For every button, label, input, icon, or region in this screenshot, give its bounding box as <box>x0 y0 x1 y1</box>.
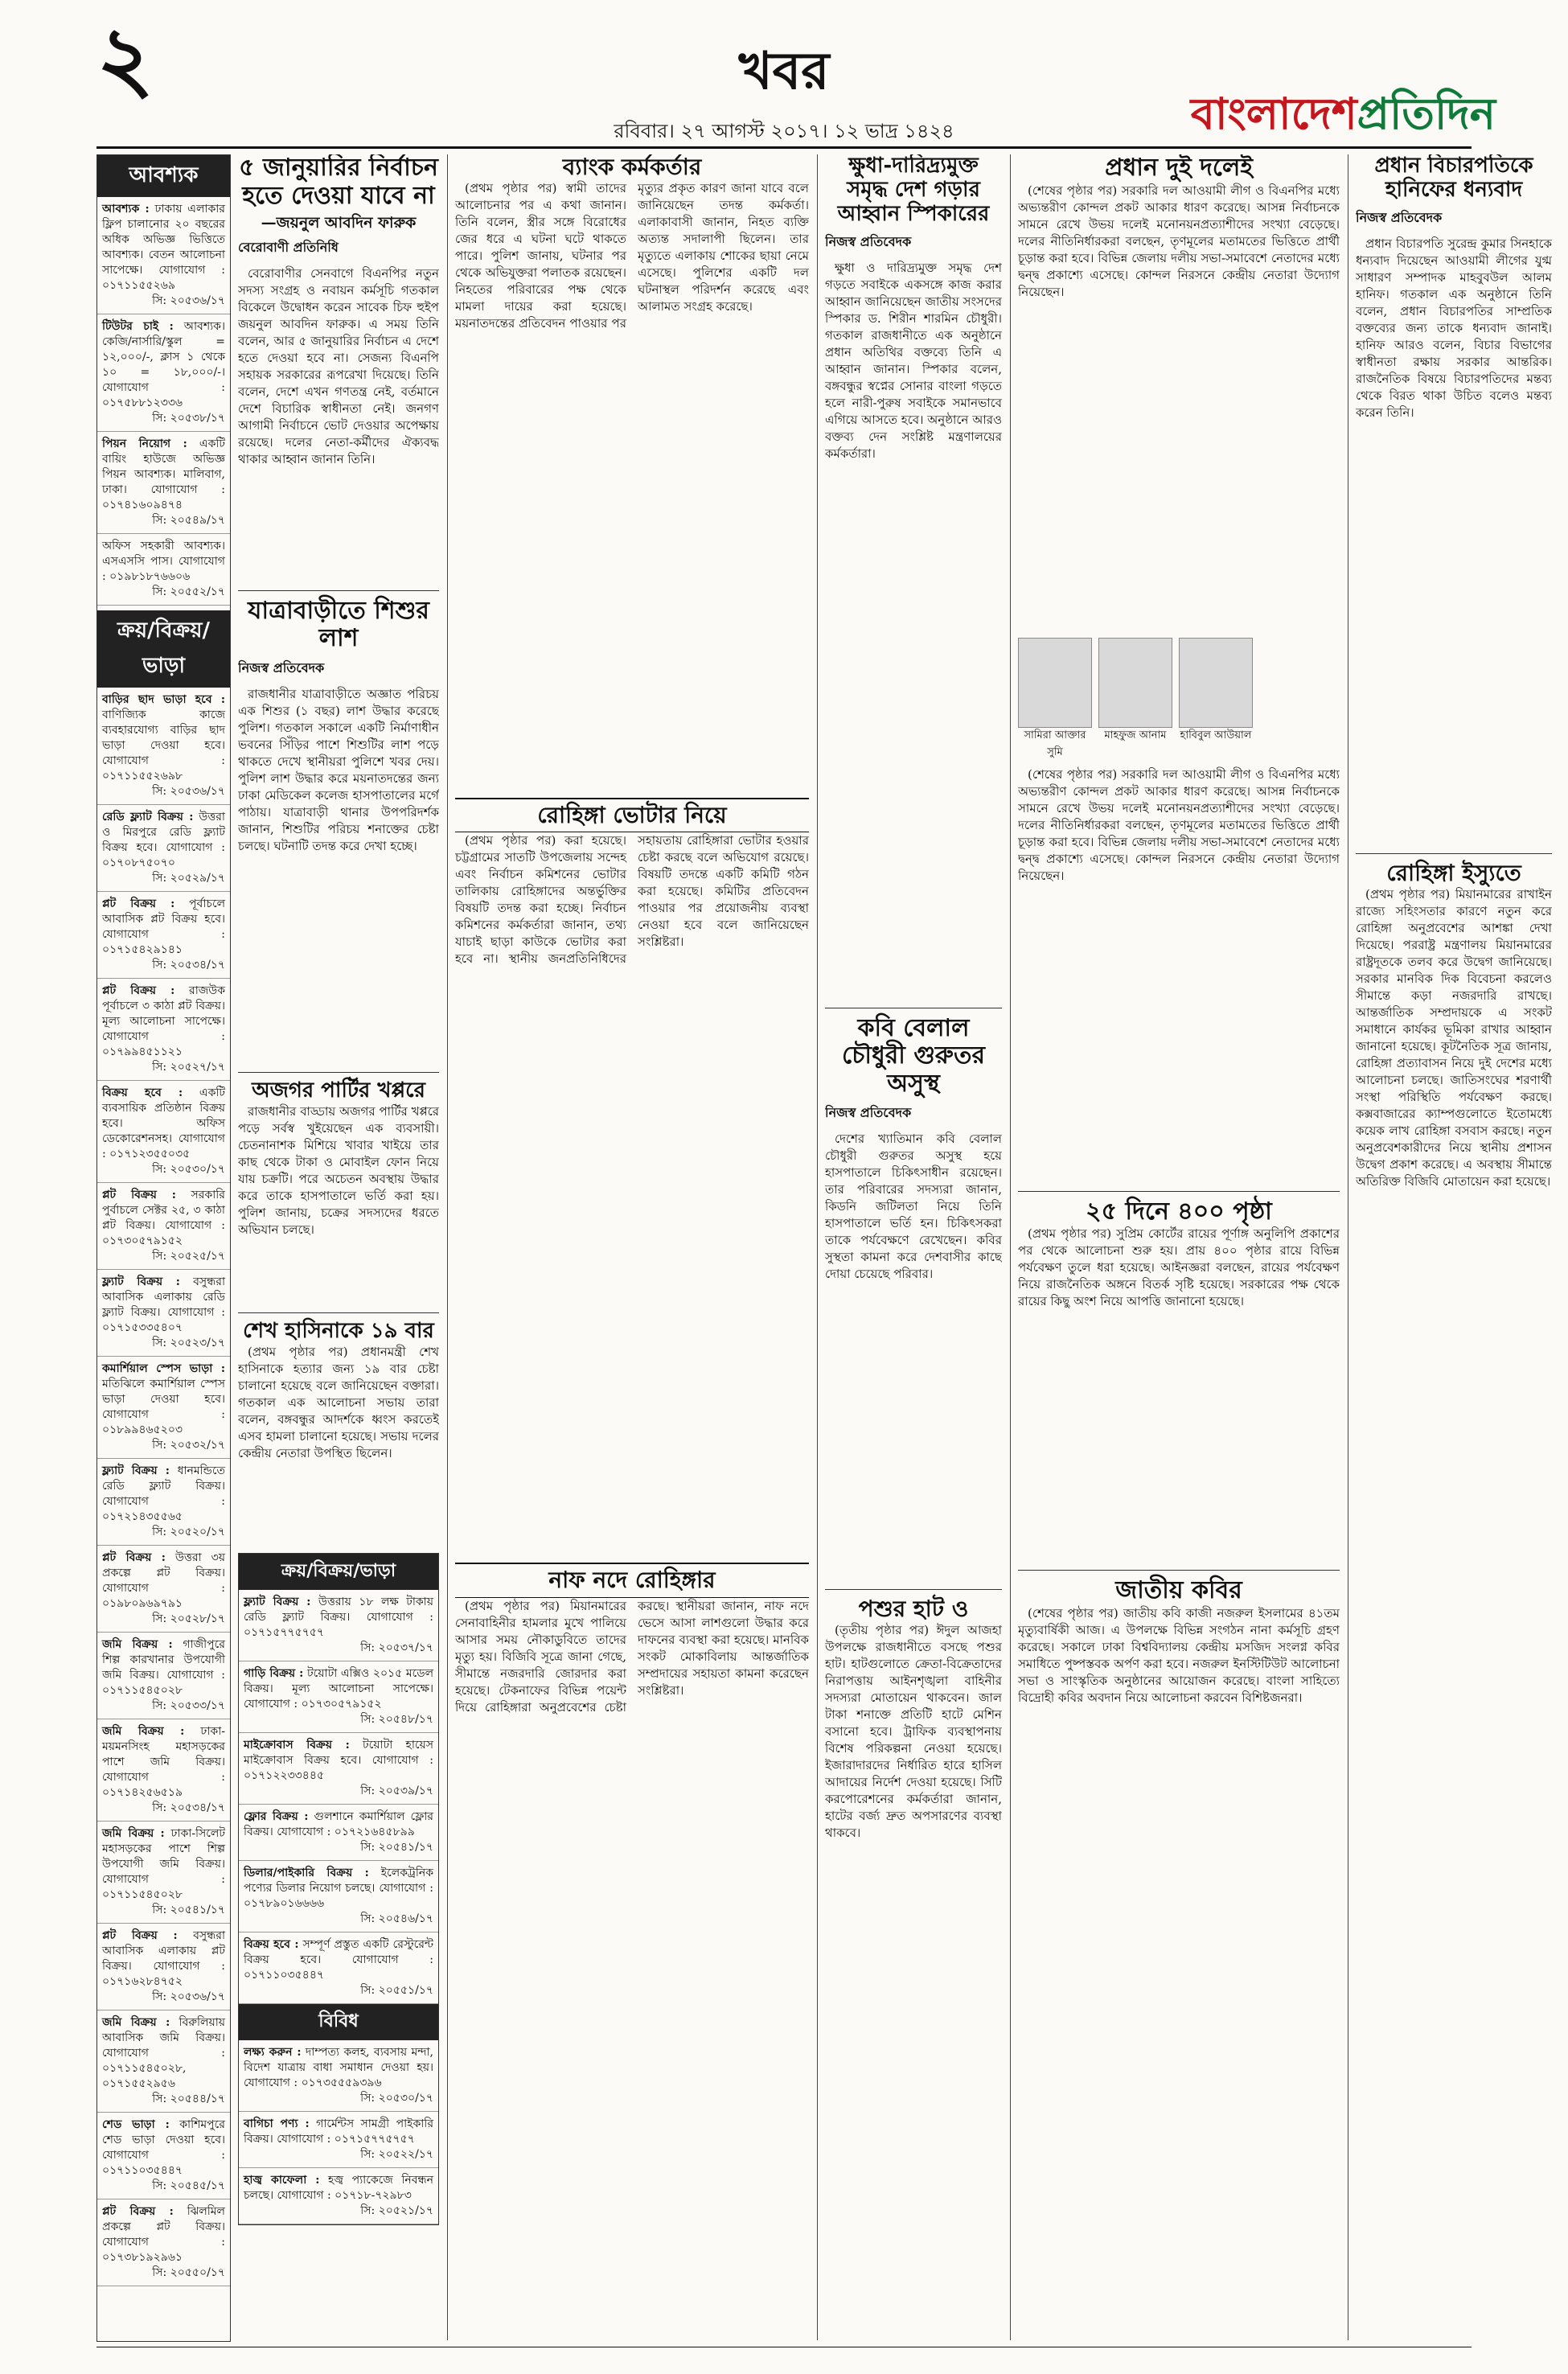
classified-ad <box>97 1633 230 1719</box>
body-jatrabari: রাজধানীর যাত্রাবাড়ীতে অজ্ঞাত পরিচয় এক শিশুর (১ বছর) লাশ উদ্ধার করেছে পুলিশ। গতকাল সকালে একটি নির্মাণাধীন ভবনের সিঁড়ির পাশে শিশুটির লাশ পড়ে থাকতে দেখে স্থানীয়রা পুলিশে খবর দেয়। পুলিশ লাশ উদ্ধার করে ময়নাতদন্তের জন্য ঢাকা মেডিকেল কলেজ হাসপাতালের মর্গে পাঠায়। যাত্রাবাড়ী থানার উপপরিদর্শক জানান, শিশুটির পরিচয় শনাক্তের চেষ্টা চলছে। ঘটনাটি তদন্ত করে দেখা হচ্ছে। <box>238 686 439 853</box>
column-8 <box>1356 154 1552 2340</box>
misc-other-list <box>239 2040 438 2224</box>
portrait-photo <box>1098 638 1172 728</box>
classified-ad-text: টয়োটা এক্সিও ২০১৫ মডেল বিক্রয়। মূল্য আলোচনা সাপেক্ষে। যোগাযোগ : ০১৭৩০৫৭৯১৫২ <box>244 1666 434 1711</box>
column-5 <box>825 154 1002 2340</box>
classified-ad <box>97 1270 230 1357</box>
classified-ad-text: কাশিমপুরে শেড ভাড়া দেওয়া হবে। যোগাযোগ : ০১৭১১০৩৫৪৪৭ <box>102 2118 226 2177</box>
body-cattle: (তৃতীয় পৃষ্ঠার পর) ঈদুল আজহা উপলক্ষে রাজধানীতে বসছে পশুর হাট। হাটগুলোতে ক্রেতা-বিক্রেতাদের নিরাপত্তায় আইনশৃঙ্খলা বাহিনীর সদস্যরা মোতায়েন থাকবেন। জাল টাকা শনাক্তে প্রতিটি হাটে মেশিন বসানো হবে। ট্রাফিক ব্যবস্থাপনায় বিশেষ পরিকল্পনা নেওয়া হয়েছে। ইজারাদারদের নির্ধারিত হারে হাসিল আদায়ের নির্দেশ দেওয়া হয়েছে। সিটি করপোরেশনের কর্মকর্তারা জানান, হাটের বর্জ্য দ্রুত অপসারণের ব্যবস্থা থাকবে। <box>825 1623 1002 1841</box>
classified-ad-heading: পিয়ন নিয়োগ : <box>102 437 187 450</box>
classified-ad-ref: সি: ২০৫৩০/১৭ <box>360 2091 433 2105</box>
classified-ad <box>97 2199 230 2286</box>
classified-ad <box>239 1733 438 1805</box>
classified-ad-heading: ফ্ল্যাট বিক্রয় : <box>102 1464 170 1477</box>
classified-ad-ref: সি: ২০৫২৫/১৭ <box>152 1250 225 1263</box>
classified-ad <box>239 2040 438 2112</box>
classified-ad-text: পূর্বাচলে আবাসিক প্লট বিক্রয় হবে। যোগাযোগ : ০১৭১৫৪২৯১৪১ <box>102 897 226 956</box>
section-title: খবর <box>738 41 830 101</box>
classified-ad-ref: সি: ২০৫৪১/১৭ <box>152 1904 225 1916</box>
classified-ad-text: সম্পূর্ণ প্রস্তুত একটি রেস্টুরেন্ট বিক্রয় হবে। যোগাযোগ : ০১৭১১০৩৫৪৪৭ <box>244 1937 433 1982</box>
classified-ad-ref: সি: ২০৫২২/১৭ <box>360 2147 433 2161</box>
headline-national-poet: জাতীয় কবির <box>1018 1570 1340 1605</box>
newspaper-logo: বাংলাদেশপ্রতিদিন <box>1190 88 1496 139</box>
body-election: বেরোবাণীর সেনবাগে বিএনপির নতুন সদস্য সংগ্রহ ও নবায়ন কর্মসূচি গতকাল বিকেলে উদ্বোধন করেন সাবেক চিফ হুইপ জয়নুল আবদিন ফারুক। এ সময় তিনি বলেন, আর ৫ জানুয়ারির নির্বাচন এ দেশে হতে দেওয়া হবে না। সেজন্য বিএনপি সহায়ক সরকারের রূপরেখা দিয়েছে। তিনি বলেন, দেশে এখন গণতন্ত্র নেই, বর্তমানে দেশে বিচারিক স্বাধীনতা নেই। জনগণ আগামী নির্বাচনে ভোট দেওয়ার অপেক্ষায় রয়েছে। দলের নেতা-কর্মীদের ঐক্যবদ্ধ থাকার আহ্বান জানান তিনি। <box>238 265 439 466</box>
page-number: ২ <box>96 6 154 110</box>
classified-ad <box>97 979 230 1081</box>
classified-ad-ref: সি: ২০৫২০/১৭ <box>152 1526 225 1538</box>
headline-ajgar: অজগর পার্টির খপ্পরে <box>238 1072 439 1103</box>
classified-ad-text: উত্তরা ৩য় প্রকল্পে প্লট বিক্রয়। যোগাযোগ : ০১৯৮০৯৬৯৭৯১ <box>102 1551 226 1610</box>
classified-ad-heading: প্লট বিক্রয় : <box>102 984 175 997</box>
photo-block <box>1179 638 1253 762</box>
classified-ad-ref: সি: ২০৫৩০/১৭ <box>152 1163 225 1176</box>
classified-ad-ref: সি: ২০৫৩৬/১৭ <box>152 294 225 307</box>
classified-ad-ref: সি: ২০৫৩৮/১৭ <box>152 412 225 425</box>
classified-ad-heading: শেড ভাড়া : <box>102 2118 170 2131</box>
classified-ad-ref: সি: ২০৫২১/১৭ <box>360 2204 433 2217</box>
classified-ad-ref: সি: ২০৫৩৪/১৭ <box>152 959 225 971</box>
body-speaker: ক্ষুধা ও দারিদ্র্যমুক্ত সমৃদ্ধ দেশ গড়তে সবাইকে একসঙ্গে কাজ করার আহ্বান জানিয়েছেন জাতীয় সংসদের স্পিকার ড. শিরীন শারমিন চৌধুরী। গতকাল রাজধানীতে এক অনুষ্ঠানে প্রধান অতিথির বক্তব্যে তিনি এ আহ্বান জানান। স্পিকার বলেন, বঙ্গবন্ধুর স্বপ্নের সোনার বাংলা গড়তে হলে নারী-পুরুষ সবাইকে সমানভাবে এগিয়ে আসতে হবে। অনুষ্ঠানে আরও বক্তব্য দেন সংশ্লিষ্ট মন্ত্রণালয়ের কর্মকর্তারা। <box>825 260 1002 461</box>
classified-ad <box>239 1805 438 1861</box>
portrait-photo <box>1179 638 1253 728</box>
classified-ad-ref: সি: ২০৫৫২/১৭ <box>152 585 225 598</box>
classified-ad-heading: বাড়ির ছাদ ভাড়া হবে : <box>102 693 225 706</box>
classified-ad-text: ঢাকা-সিলেট মহাসড়কের পাশে শিল্প উপযোগী জমি বিক্রয়। যোগাযোগ : ০১৭১১৫৪৫০২৮ <box>102 1827 225 1901</box>
classified-ad-heading: ফ্লোর বিক্রয় : <box>244 1809 309 1823</box>
classified-ad <box>97 2113 230 2199</box>
classified-ad-ref: সি: ২০৫৩৬/১৭ <box>152 785 225 798</box>
column-rule <box>817 154 818 2340</box>
classified-ad-heading: জমি বিক্রয় : <box>102 1725 185 1738</box>
classified-ad <box>97 1357 230 1459</box>
classified-ad-heading: প্লট বিক্রয় : <box>102 1929 178 1942</box>
classified-ad-ref: সি: ২০৫৩৯/১৭ <box>360 1784 433 1797</box>
classified-ad-heading: প্লট বিক্রয় : <box>102 897 175 910</box>
classified-ad <box>97 2011 230 2113</box>
classified-ad-text: গাজীপুরে শিল্প কারখানার উপযোগী জমি বিক্রয়। যোগাযোগ : ০১৭১১৫৪৫০২৮ <box>102 1638 225 1697</box>
column-3-4 <box>455 154 809 2340</box>
classified-ad-ref: সি: ২০৫৫০/১৭ <box>152 2266 225 2279</box>
classified-ad-heading: বিক্রয় হবে : <box>244 1937 299 1951</box>
classified-ad-ref: সি: ২০৫৪৯/১৭ <box>152 514 225 527</box>
classified-ad <box>239 1661 438 1733</box>
classified-ad <box>97 1081 230 1183</box>
photo-caption: সামিরা আক্তার সুমি <box>1024 729 1086 758</box>
classified-ad-text: রাজউক পূর্বাচলে ৩ কাঠা প্লট বিক্রয়। মূল্য আলোচনা সাপেক্ষে। যোগাযোগ : ০১৭৯৯৪৫১১২১ <box>102 984 225 1058</box>
classified-ad-ref: সি: ২০৫৫১/১৭ <box>360 1983 433 1997</box>
byline-jatrabari: নিজস্ব প্রতিবেদক <box>238 659 325 676</box>
headline-rohingya-issue: রোহিঙ্গা ইস্যুতে <box>1356 853 1552 886</box>
classified-list-wanted <box>97 197 230 606</box>
headline-sheikh-hasina: শেখ হাসিনাকে ১৯ বার <box>238 1312 439 1344</box>
body-rohingya-vote: (প্রথম পৃষ্ঠার পর) করা হয়েছে। চট্টগ্রামের সাতটি উপজেলায় সন্দেহ এবং নির্বাচন কমিশনের ভোটার তালিকায় রোহিঙ্গাদের অন্তর্ভুক্তির বিষয়টি তদন্ত করা হচ্ছে। নির্বাচন কমিশনের কর্মকর্তারা জানান, তথ্য যাচাই ছাড়া কাউকে ভোটার করা হবে না। স্থানীয় জনপ্রতিনিধিদের সহায়তায় রোহিঙ্গারা ভোটার হওয়ার চেষ্টা করছে বলে অভিযোগ রয়েছে। বিষয়টি তদন্তে একটি কমিটি গঠন করা হয়েছে। কমিটির প্রতিবেদন পাওয়ার পর প্রয়োজনীয় ব্যবস্থা নেওয়া হবে বলে জানিয়েছেন সংশ্লিষ্টরা। <box>455 833 809 967</box>
classified-ad-ref: সি: ২০৫২৮/১৭ <box>152 1612 225 1625</box>
classified-ad-text: উত্তরা ও মিরপুরে রেডি ফ্ল্যাট বিক্রয় হবে। যোগাযোগ : ০১৭০৮৭৫০৭০ <box>102 811 225 869</box>
column-rule <box>447 154 448 2340</box>
classified-ad-ref: সি: ২০৫৪৮/১৭ <box>360 1712 433 1726</box>
classified-heading-wanted: আবশ্যক <box>97 155 230 197</box>
classified-ad <box>97 688 230 805</box>
classified-ad-heading: কমার্শিয়াল স্পেস ভাড়া : <box>102 1362 225 1375</box>
byline-election: বেরোবাণী প্রতিনিধি <box>238 239 339 255</box>
photo-block <box>1098 638 1172 762</box>
classified-ad <box>97 1546 230 1633</box>
misc-classified-list <box>239 1590 438 2004</box>
headline-naf: নাফ নদে রোহিঙ্গার <box>455 1563 809 1597</box>
classified-ad-text: উত্তরায় ১৮ লক্ষ টাকায় রেডি ফ্ল্যাট বিক্রয়। যোগাযোগ : ০১৭১৫৭৭৫৭৫৭ <box>244 1595 433 1639</box>
classified-ad <box>97 314 230 432</box>
classified-ad-text: ঢাকায় এলাকার ফ্লিপ চালানোর ২০ বছরের অধিক অভিজ্ঞ ভিত্তিতে আবশ্যক। বেতন আলোচনা সাপেক্ষে। যোগাযোগ : ০১৭১১৫৫২৬৯ <box>102 203 225 292</box>
body-naf: (প্রথম পৃষ্ঠার পর) মিয়ানমারের সেনাবাহিনীর হামলার মুখে পালিয়ে আসার সময় নৌকাডুবিতে তাদের মৃত্যু হয়। বিজিবি সূত্রে জানা গেছে, সীমান্তে নজরদারি জোরদার করা হয়েছে। টেকনাফের বিভিন্ন পয়েন্ট দিয়ে রোহিঙ্গারা অনুপ্রবেশের চেষ্টা করছে। স্থানীয়রা জানান, নাফ নদে ভেসে আসা লাশগুলো উদ্ধার করে দাফনের ব্যবস্থা করা হয়েছে। মানবিক সংকট মোকাবিলায় আন্তর্জাতিক সম্প্রদায়ের সহায়তা কামনা করেছেন সংশ্লিষ্টরা। <box>455 1598 809 1715</box>
classified-ad-text: বসুন্ধরা আবাসিক এলাকায় প্লট বিক্রয়। যোগাযোগ : ০১৭১৬২৮৪৭৫২ <box>102 1929 225 1988</box>
classified-ad-text: অফিস সহকারী আবশ্যক। এসএসসি পাস। যোগাযোগ : ০১৯৮১৮৭৬৬০৬ <box>102 540 225 583</box>
headline-poet: কবি বেলাল চৌধুরী গুরুতর অসুস্থ <box>825 1008 1002 1099</box>
photo-block <box>1018 638 1092 762</box>
classified-ad-heading: ফ্ল্যাট বিক্রয় : <box>102 1275 180 1288</box>
classified-ad-heading: টিউটর চাই : <box>102 320 174 333</box>
classified-ad-heading: জমি বিক্রয় : <box>102 1638 173 1651</box>
classified-ad-heading: গাড়ি বিক্রয় : <box>244 1666 304 1680</box>
classified-ad-text: দাম্পত্য কলহ, ব্যবসায় মন্দা, বিদেশ যাত্রায় বাধা সমাধান দেওয়া হয়। যোগাযোগ : ০১৭৩৫৫৫৯৩৯৬ <box>244 2045 433 2089</box>
classified-ad-ref: সি: ২০৫২৯/১৭ <box>152 872 225 885</box>
headline-bank: ব্যাংক কর্মকর্তার <box>562 154 702 180</box>
classified-ad-ref: সি: ২০৫৪১/১৭ <box>360 1840 433 1854</box>
headline-400-pages: ২৫ দিনে ৪০০ পৃষ্ঠা <box>1018 1191 1340 1226</box>
body-rohingya-issue: (প্রথম পৃষ্ঠার পর) মিয়ানমারের রাখাইন রাজ্যে সহিংসতার কারণে নতুন করে রোহিঙ্গা অনুপ্রবেশের আশঙ্কা দেখা দিয়েছে। পররাষ্ট্র মন্ত্রণালয় মিয়ানমারের রাষ্ট্রদূতকে তলব করে উদ্বেগ জানিয়েছে। সরকার মানবিক দিক বিবেচনা করলেও সীমান্তে কড়া নজরদারি রাখছে। আন্তর্জাতিক সম্প্রদায়কে এ সংকট সমাধানে কার্যকর ভূমিকা রাখার আহ্বান জানানো হয়েছে। কূটনৈতিক সূত্র জানায়, রোহিঙ্গা প্রত্যাবাসন নিয়ে দুই দেশের মধ্যে আলোচনা চলছে। জাতিসংঘের শরণার্থী সংস্থা পরিস্থিতি পর্যবেক্ষণ করছে। কক্সবাজারের ক্যাম্পগুলোতে ইতোমধ্যে কয়েক লাখ রোহিঙ্গা বসবাস করছে। নতুন অনুপ্রবেশকারীদের নিয়ে স্থানীয় প্রশাসন উদ্বেগ প্রকাশ করেছে। এ অবস্থায় সীমান্তে অতিরিক্ত বিজিবি মোতায়েন করা হয়েছে। <box>1356 886 1552 1189</box>
classified-ad <box>239 2168 438 2224</box>
classified-ad-heading: বিক্রয় হবে : <box>102 1086 183 1099</box>
body-400-pages: (প্রথম পৃষ্ঠার পর) সুপ্রিম কোর্টের রায়ের পূর্ণাঙ্গ অনুলিপি প্রকাশের পর থেকে আলোচনা শুরু হয়। প্রায় ৪০০ পৃষ্ঠার রায়ে বিভিন্ন পর্যবেক্ষণ তুলে ধরা হয়েছে। আইনজ্ঞরা বলছেন, রায়ের পর্যবেক্ষণ নিয়ে রাজনৈতিক অঙ্গনে বিতর্ক সৃষ্টি হয়েছে। সরকারের পক্ষ থেকে রায়ের কিছু অংশ নিয়ে আপত্তি জানানো হয়েছে। <box>1018 1226 1340 1308</box>
classified-ad-ref: সি: ২০৫৪৫/১৭ <box>152 2179 225 2192</box>
classified-ad-ref: সি: ২০৫২৩/১৭ <box>152 1337 225 1349</box>
headline-rohingya-vote: রোহিঙ্গা ভোটার নিয়ে <box>455 798 809 832</box>
classified-ad-heading: প্লট বিক্রয় : <box>102 1189 176 1201</box>
classified-ad-ref: সি: ২০৫৩৩/১৭ <box>152 1699 225 1712</box>
dateline: রবিবার। ২৭ আগস্ট ২০১৭। ১২ ভাদ্র ১৪২৪ <box>614 120 954 142</box>
body-bank: (প্রথম পৃষ্ঠার পর) স্বামী তাদের আলোচনার পর এ কথা জানান। তিনি বলেন, স্ত্রীর সঙ্গে বিরোধের জের ধরে এ ঘটনা ঘটে থাকতে পারে। পুলিশ জানায়, ঘটনার পর থেকে অভিযুক্তরা পলাতক রয়েছেন। নিহতের পরিবারের পক্ষ থেকে মামলা দায়ের করা হয়েছে। ময়নাতদন্তের প্রতিবেদন পাওয়ার পর মৃত্যুর প্রকৃত কারণ জানা যাবে বলে জানিয়েছেন তদন্ত কর্মকর্তা। এলাকাবাসী জানান, নিহত ব্যক্তি অত্যন্ত সদালাপী ছিলেন। তার মৃত্যুতে এলাকায় শোকের ছায়া নেমে এসেছে। পুলিশের একটি দল ঘটনাস্থল পরিদর্শন করেছে এবং আলামত সংগ্রহ করেছে। <box>455 181 809 331</box>
classified-ad-text: বসুন্ধরা আবাসিক এলাকায় রেডি ফ্ল্যাট বিক্রয়। যোগাযোগ : ০১৭১৫৩৩৫৪০৭ <box>102 1275 226 1334</box>
byline-chief-justice: নিজস্ব প্রতিবেদক <box>1356 209 1443 225</box>
classified-ad-ref: সি: ২০৫৩২/১৭ <box>152 1439 225 1452</box>
classified-ad-heading: জমি বিক্রয় : <box>102 2016 170 2029</box>
classified-list-sale <box>97 688 230 2286</box>
classified-ad-ref: সি: ২০৫৩৪/১৭ <box>152 1801 225 1814</box>
classified-ad-ref: সি: ২০৫৪৬/১৭ <box>360 1912 433 1925</box>
photo-row <box>1018 638 1340 762</box>
classified-ad <box>97 432 230 534</box>
subhead-election: —জয়নুল আবদিন ফারুক <box>261 214 417 232</box>
classified-ad-ref: সি: ২০৫৪৪/১৭ <box>152 2093 225 2105</box>
classified-ad-ref: সি: ২০৫৩৭/১৭ <box>360 1641 433 1654</box>
classified-ad-text: গুলশানে কমার্শিয়াল ফ্লোর বিক্রয়। যোগাযোগ : ০১৭২১৬৪৫৮৯৯ <box>244 1809 434 1838</box>
classified-ad <box>239 2112 438 2168</box>
byline-poet: নিজস্ব প্রতিবেদক <box>825 1105 912 1121</box>
classified-ad <box>97 197 230 314</box>
classified-ad-heading: আবশ্যক : <box>102 203 150 216</box>
classified-ad <box>97 534 230 606</box>
column-rule <box>1010 154 1011 2340</box>
classified-ad-text: বিরুলিয়ায় আবাসিক জমি বিক্রয়। যোগাযোগ : ০১৭১১৫৪৫০২৮, ০১৭১৫৫২৯৫৬ <box>102 2016 225 2090</box>
classified-ad-text: হজ্ব প্যাকেজে নিবন্ধন চলছে। যোগাযোগ : ০১৭১৮-৭২৯৮৩ <box>244 2173 433 2202</box>
classified-ad <box>239 1932 438 2004</box>
classified-ad <box>97 1459 230 1546</box>
headline-election: ৫ জানুয়ারির নির্বাচন হতে দেওয়া যাবে না <box>239 154 438 210</box>
headline-speaker: ক্ষুধা-দারিদ্র্যমুক্ত সমৃদ্ধ দেশ গড়ার আহ্বান স্পিকারের <box>837 154 990 226</box>
classified-ad <box>97 805 230 892</box>
byline-speaker: নিজস্ব প্রতিবেদক <box>825 233 912 249</box>
body-sheikh-hasina: (প্রথম পৃষ্ঠার পর) প্রধানমন্ত্রী শেখ হাসিনাকে হত্যার জন্য ১৯ বার চেষ্টা চালানো হয়েছে বলে জানিয়েছেন বক্তারা। গতকাল এক আলোচনা সভায় তারা বলেন, বঙ্গবন্ধুর আদর্শকে ধ্বংস করতেই এসব হামলা চালানো হয়েছে। সভায় দলের কেন্দ্রীয় নেতারা উপস্থিত ছিলেন। <box>238 1344 439 1460</box>
classified-ad <box>97 892 230 979</box>
photo-caption: মাহফুজ আনাম <box>1104 729 1167 741</box>
classified-ad-text: ঢাকা-ময়মনসিংহ মহাসড়কের পাশে জমি বিক্রয়। যোগাযোগ : ০১৭১৪২৫৬৫১৯ <box>102 1725 225 1799</box>
masthead <box>0 0 1568 153</box>
masthead-divider <box>96 146 1472 149</box>
classified-ad-text: আবশ্যক। কেজি/নার্সারি/স্কুল = ১২,০০০/-, ক্লাস ১ থেকে ১০ = ১৮,০০০/-। যোগাযোগ : ০১৭৫৮৮১২৩৩৬ <box>102 320 225 409</box>
classified-ad-text: বাণিজ্যিক কাজে ব্যবহারযোগ্য বাড়ির ছাদ ভাড়া দেওয়া হবে। যোগাযোগ : ০১৭১১৫৫২৬৯৮ <box>102 709 225 782</box>
classified-ad <box>97 1183 230 1270</box>
classified-ad-text: সরকারি পুর্বাচলে সেক্টর ২৫, ৩ কাঠা প্লট বিক্রয়। যোগাযোগ : ০১৭৩০৫৭৯১৫২ <box>102 1189 225 1247</box>
classified-ad-ref: সি: ২০৫৩৬/১৭ <box>152 1990 225 2003</box>
body-chief-justice: প্রধান বিচারপতি সুরেন্দ্র কুমার সিনহাকে ধন্যবাদ দিয়েছেন আওয়ামী লীগের যুগ্ম সাধারণ সম্পাদক মাহবুবউল আলম হানিফ। গতকাল এক অনুষ্ঠানে তিনি বলেন, প্রধান বিচারপতির সাম্প্রতিক বক্তব্যের জন্য তাকে ধন্যবাদ জানাই। হানিফ আরও বলেন, বিচার বিভাগের স্বাধীনতা রক্ষায় সরকার আন্তরিক। রাজনৈতিক বিষয়ে বিচারপতিদের মন্তব্য থেকে বিরত থাকা উচিত বলেও মন্তব্য করেন তিনি। <box>1356 236 1552 420</box>
column-2 <box>238 154 439 2340</box>
classified-heading-sale: ক্রয়/বিক্রয়/ভাড়া <box>97 610 230 688</box>
classified-ad-heading: ডিলার/পাইকারি বিক্রয় : <box>244 1866 369 1879</box>
body-ajgar: রাজধানীর বাড্ডায় অজগর পার্টির খপ্পরে পড়ে সর্বস্ব খুইয়েছেন এক ব্যবসায়ী। চেতনানাশক মিশিয়ে খাবার খাইয়ে তার কাছ থেকে টাকা ও মোবাইল ফোন নিয়ে যায় চক্রটি। পরে অচেতন অবস্থায় উদ্ধার করে তাকে হাসপাতালে ভর্তি করা হয়। পুলিশ জানায়, চক্রের সদস্যদের ধরতে অভিযান চলছে। <box>238 1103 439 1237</box>
classified-ad-text: মতিঝিলে কমার্শিয়াল স্পেস ভাড়া দেওয়া হবে। যোগাযোগ : ০১৮৯৯৪৬৫২০৩ <box>102 1378 225 1436</box>
classified-ad-ref: সি: ২০৫২৭/১৭ <box>152 1061 225 1074</box>
classified-ad-heading: ফ্ল্যাট বিক্রয় : <box>244 1595 311 1608</box>
misc-other-heading: বিবিধ <box>239 2004 438 2040</box>
classified-ad-text: ধানমন্ডিতে রেডি ফ্ল্যাট বিক্রয়। যোগাযোগ : ০১৭২১৪৩৫৫৬৫ <box>102 1464 225 1523</box>
classified-ad-heading: বাগিচা পণ্য : <box>244 2117 310 2130</box>
classified-ad-heading: রেডি ফ্ল্যাট বিক্রয় : <box>102 811 194 824</box>
classified-ad <box>97 1822 230 1924</box>
misc-classifieds <box>238 1553 439 2225</box>
classified-ad-heading: হাজ্ব কাফেলা : <box>244 2173 320 2187</box>
body-two-parties: (শেষের পৃষ্ঠার পর) সরকারি দল আওয়ামী লীগ ও বিএনপির মধ্যে অভ্যন্তরীণ কোন্দল প্রকট আকার ধারণ করেছে। আসন্ন নির্বাচনকে সামনে রেখে উভয় দলেই মনোনয়নপ্রত্যাশীদের সংখ্যা বেড়েছে। দলের নীতিনির্ধারকরা বলছেন, তৃণমূলের মতামতের ভিত্তিতে প্রার্থী চূড়ান্ত করা হবে। বিভিন্ন জেলায় দলীয় সভা-সমাবেশে নেতাদের মধ্যে দ্বন্দ্ব প্রকাশ্যে এসেছে। কোন্দল নিরসনে কেন্দ্রীয় নেতারা উদ্যোগ নিয়েছেন। <box>1018 183 1340 299</box>
classified-ad-heading: জমি বিক্রয় : <box>102 1827 165 1840</box>
body-poet: দেশের খ্যাতিমান কবি বেলাল চৌধুরী গুরুতর অসুস্থ হয়ে হাসপাতালে চিকিৎসাধীন রয়েছেন। তার পরিবারের সদস্যরা জানান, কিডনি জটিলতা নিয়ে তিনি হাসপাতালে ভর্তি হন। চিকিৎসকরা তাকে পর্যবেক্ষণে রেখেছেন। কবির সুস্থতা কামনা করে দেশবাসীর কাছে দোয়া চেয়েছে পরিবার। <box>825 1132 1002 1282</box>
classified-ad <box>97 1924 230 2011</box>
classifieds-column <box>96 154 231 2342</box>
classified-ad <box>239 1590 438 1661</box>
headline-jatrabari: যাত্রাবাড়ীতে শিশুর লাশ <box>238 590 439 653</box>
column-6-7 <box>1018 154 1340 2340</box>
portrait-photo <box>1018 638 1092 728</box>
classified-ad-text: ইলেকট্রনিক পণ্যের ডিলার নিয়োগ চলছে। যোগাযোগ : ০১৭৮৯০১৬৬৬৬ <box>244 1866 434 1910</box>
classified-ad <box>97 1719 230 1822</box>
classified-ad-heading: প্লট বিক্রয় : <box>102 1551 166 1564</box>
body-two-parties-cont: (শেষের পৃষ্ঠার পর) সরকারি দল আওয়ামী লীগ ও বিএনপির মধ্যে অভ্যন্তরীণ কোন্দল প্রকট আকার ধারণ করেছে। আসন্ন নির্বাচনকে সামনে রেখে উভয় দলেই মনোনয়নপ্রত্যাশীদের সংখ্যা বেড়েছে। দলের নীতিনির্ধারকরা বলছেন, তৃণমূলের মতামতের ভিত্তিতে প্রার্থী চূড়ান্ত করা হবে। বিভিন্ন জেলায় দলীয় সভা-সমাবেশে নেতাদের মধ্যে দ্বন্দ্ব প্রকাশ্যে এসেছে। কোন্দল নিরসনে কেন্দ্রীয় নেতারা উদ্যোগ নিয়েছেন। <box>1018 766 1340 883</box>
classified-ad-text: একটি বায়িং হাউজে অভিজ্ঞ পিয়ন আবশ্যক। মালিবাগ, ঢাকা। যোগাযোগ : ০১৭৪১৬০৯৪৭৪ <box>102 437 225 511</box>
headline-two-parties: প্রধান দুই দলেই <box>1105 154 1253 182</box>
classified-ad-heading: লক্ষ্য করুন : <box>244 2045 302 2059</box>
classified-ad-text: গার্মেন্টস সামগ্রী পাইকারি বিক্রয়। যোগাযোগ : ০১৭১৫৭৭৫৭৫৭ <box>244 2117 434 2146</box>
photo-caption: হাবিবুল আউয়াল <box>1180 729 1252 741</box>
classified-ad-text: একটি ব্যবসায়িক প্রতিষ্ঠান বিক্রয় হবে। অফিস ডেকোরেশনসহ। যোগাযোগ : ০১৭১২৩৫৫০৩৫ <box>102 1086 225 1160</box>
headline-chief-justice: প্রধান বিচারপতিকে হানিফের ধন্যবাদ <box>1374 154 1533 202</box>
body-national-poet: (শেষের পৃষ্ঠার পর) জাতীয় কবি কাজী নজরুল ইসলামের ৪১তম মৃত্যুবার্ষিকী আজ। এ উপলক্ষে বিভিন্ন সংগঠন নানা কর্মসূচি গ্রহণ করেছে। সকালে ঢাকা বিশ্ববিদ্যালয় কেন্দ্রীয় মসজিদ সংলগ্ন কবির সমাধিতে পুষ্পস্তবক অর্পণ করা হবে। নজরুল ইনস্টিটিউট আলোচনা সভা ও সাংস্কৃতিক অনুষ্ঠানের আয়োজন করেছে। বাংলা সাহিত্যে বিদ্রোহী কবির অবদান নিয়ে আলোচনা করবেন বিশিষ্টজনরা। <box>1018 1605 1340 1705</box>
classified-ad-text: টয়োটা হায়েস মাইক্রোবাস বিক্রয় হবে। যোগাযোগ : ০১৭১২২৩৩৪৪৫ <box>244 1738 434 1782</box>
classified-ad-heading: প্লট বিক্রয় : <box>102 2205 174 2218</box>
headline-cattle: পশুর হাট ও <box>825 1589 1002 1622</box>
misc-classified-heading: ক্রয়/বিক্রয়/ভাড়া <box>239 1554 438 1590</box>
classified-ad-text: ঝিলমিল প্রকল্পে প্লট বিক্রয়। যোগাযোগ : ০১৭৩৮১৯২৯৬১ <box>102 2205 225 2264</box>
classified-ad-heading: মাইক্রোবাস বিক্রয় : <box>244 1738 350 1752</box>
classified-ad <box>239 1861 438 1932</box>
